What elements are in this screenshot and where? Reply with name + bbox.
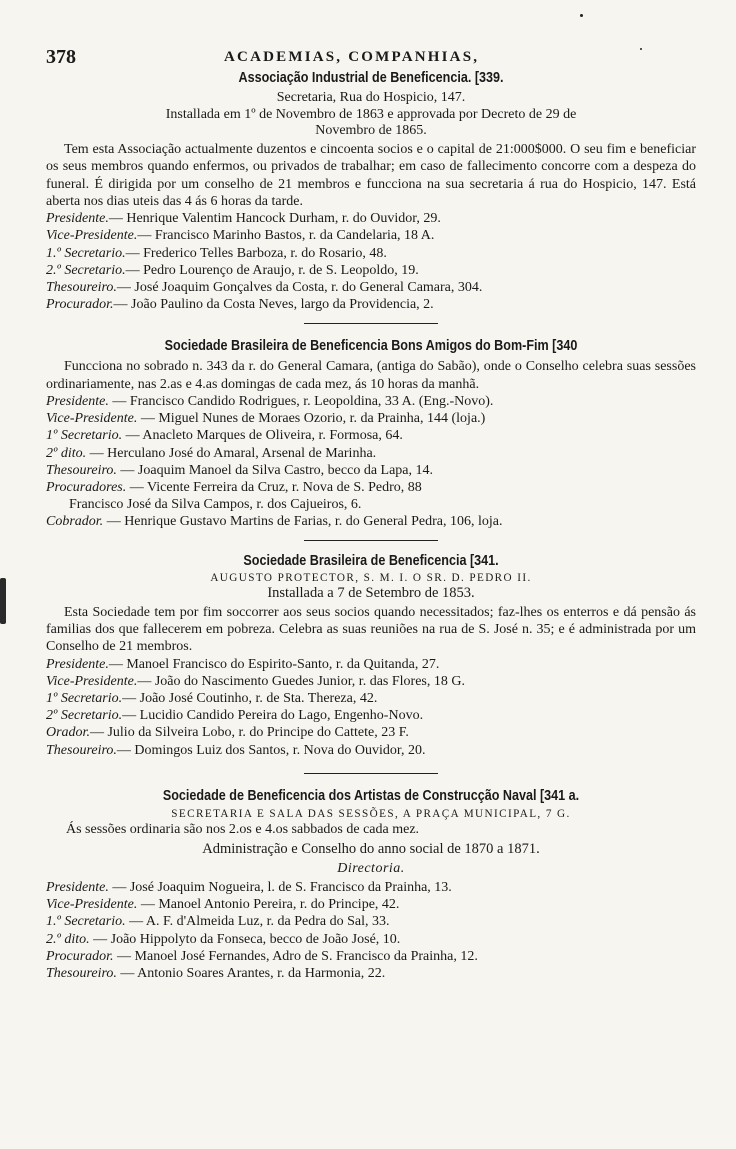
officer-text: — A. F. d'Almeida Luz, r. da Pedra do Sal, 33. — [125, 914, 390, 930]
officer-list — [46, 879, 696, 982]
officer-line — [46, 965, 696, 982]
officer-role: Vice-Presidente. — [46, 897, 138, 913]
officer-text: Francisco José da Silva Campos, r. dos Cajueiros, 6. — [69, 497, 362, 513]
officer-text: — João Hippolyto da Fonseca, becco de João José, 10. — [89, 931, 401, 947]
officer-role: Procuradores. — [46, 480, 127, 496]
book-page — [46, 40, 696, 982]
section-associacao-industrial — [46, 70, 696, 313]
officer-line — [46, 896, 696, 913]
officer-line — [46, 445, 696, 462]
section-subtitle: SECRETARIA E SALA DAS SESSÕES, A PRAÇA MUNICIPAL, 7 G. — [171, 807, 571, 820]
officer-line — [46, 496, 696, 513]
officer-text: — Julio da Silveira Lobo, r. do Principe do Cattete, 23 F. — [89, 725, 409, 741]
officer-text: — Manoel José Fernandes, Adro de S. Francisco da Prainha, 12. — [113, 948, 478, 964]
officer-list — [46, 656, 696, 759]
officer-role: Thesoureiro. — [46, 280, 117, 295]
section-artistas-construccao-naval — [46, 788, 696, 982]
officer-role: Orador. — [46, 725, 90, 741]
officer-role: Thesoureiro. — [46, 742, 117, 758]
officer-text: — Francisco Marinho Bastos, r. da Candelaria, 18 A. — [137, 228, 435, 244]
officer-line — [46, 296, 696, 313]
officer-text: — Frederico Telles Barboza, r. do Rosario, 48. — [125, 245, 387, 261]
officer-role: Presidente. — [46, 656, 109, 672]
officer-line — [46, 690, 696, 707]
officer-text: — José Joaquim Nogueira, l. de S. Francisco da Prainha, 13. — [108, 879, 452, 895]
officer-line — [46, 227, 696, 244]
section-sociedade-brasileira — [46, 553, 696, 759]
section-title: Associação Industrial de Beneficencia. [339. — [238, 70, 504, 86]
section-divider — [304, 323, 438, 324]
section-subtitle: AUGUSTO PROTECTOR, S. M. I. O SR. D. PEDRO II. — [210, 571, 532, 584]
officer-line — [46, 479, 696, 496]
section-bons-amigos — [46, 338, 696, 530]
installation-line: Installada em 1º de Novembro de 1863 e approvada por Decreto de 29 de — [165, 107, 577, 122]
officer-text: — Anacleto Marques de Oliveira, r. Formosa, 64. — [122, 428, 403, 444]
section-divider — [304, 540, 438, 541]
officer-line — [46, 262, 696, 279]
officer-role: Vice-Presidente. — [46, 411, 138, 427]
officer-text: — Domingos Luiz dos Santos, r. Nova do Ouvidor, 20. — [116, 742, 426, 758]
binding-mark — [0, 578, 6, 624]
officer-role: 1º Secretario. — [46, 690, 123, 706]
officer-role: 1.º Secretario. — [46, 245, 126, 261]
officer-line — [46, 656, 696, 673]
section-paragraph: Esta Sociedade tem por fim soccorrer aos seus socios quando necessitados; faz-lhes os enterros e dá pensão ás familias dos que fallecerem em pobreza. Celebra as suas reuniões na rua de S. José n. 35; e é administrada por um Conselho de 21 membros. — [46, 604, 696, 655]
address-line: Secretaria, Rua do Hospicio, 147. — [276, 90, 466, 105]
officer-role: Thesoureiro. — [46, 965, 117, 981]
running-title: ACADEMIAS, COMPANHIAS, — [224, 49, 480, 65]
officer-text: — João Paulino da Costa Neves, largo da Providencia, 2. — [113, 297, 434, 313]
administration-line: Administração e Conselho do anno social de 1870 a 1871. — [202, 840, 540, 857]
section-divider — [304, 773, 438, 774]
officer-line — [46, 210, 696, 227]
officer-role: Thesoureiro. — [46, 462, 117, 478]
officer-line — [46, 245, 696, 262]
officer-list — [46, 210, 696, 313]
officer-text: — Henrique Valentim Hancock Durham, r. do Ouvidor, 29. — [108, 211, 441, 227]
officer-text: — Manoel Francisco do Espirito-Santo, r. da Quitanda, 27. — [108, 656, 440, 672]
officer-line — [46, 462, 696, 479]
officer-line — [46, 948, 696, 965]
officer-text: — Miguel Nunes de Moraes Ozorio, r. da Prainha, 144 (loja.) — [137, 411, 486, 427]
officer-text: — João do Nascimento Guedes Junior, r. das Flores, 18 G. — [137, 673, 465, 689]
officer-text: — Joaquim Manoel da Silva Castro, becco da Lapa, 14. — [116, 462, 434, 478]
officer-role: 2.º Secretario. — [46, 262, 126, 278]
officer-line — [46, 393, 696, 410]
officer-text: — Francisco Candido Rodrigues, r. Leopoldina, 33 A. (Eng.-Novo). — [108, 394, 494, 409]
officer-role: Presidente. — [46, 394, 109, 409]
officer-line — [46, 427, 696, 444]
officer-line — [46, 742, 696, 759]
directoria-heading: Directoria. — [337, 860, 405, 876]
officer-role: Procurador. — [46, 297, 114, 313]
officer-role: Vice-Presidente. — [46, 228, 138, 244]
officer-text: — Herculano José do Amaral, Arsenal de Marinha. — [86, 445, 377, 461]
officer-line — [46, 513, 696, 530]
officer-line — [46, 931, 696, 948]
officer-line — [46, 879, 696, 896]
officer-line — [46, 673, 696, 690]
section-title: Sociedade Brasileira de Beneficencia [341. — [243, 552, 499, 569]
officer-line — [46, 707, 696, 724]
section-paragraph: Funcciona no sobrado n. 343 da r. do General Camara, (antiga do Sabão), onde o Conselho celebra suas sessões ordinariamente, nas 2.as e 4.as domingas de cada mez, ás 10 horas da manhã. — [46, 359, 696, 392]
officer-text: — Lucidio Candido Pereira do Lago, Engenho-Novo. — [122, 708, 424, 724]
officer-role: 1º Secretario. — [46, 428, 123, 444]
print-speck — [580, 14, 583, 17]
officer-role: Presidente. — [46, 211, 109, 227]
officer-text: — Manoel Antonio Pereira, r. do Principe, 42. — [137, 897, 400, 913]
page-number: 378 — [46, 46, 76, 68]
officer-role: Cobrador. — [46, 514, 104, 530]
officer-line — [46, 279, 696, 296]
officer-text: — João José Coutinho, r. de Sta. Thereza, 42. — [122, 690, 378, 706]
officer-role: Vice-Presidente. — [46, 673, 138, 689]
officer-role: 2º Secretario. — [46, 708, 123, 724]
officer-text: — Antonio Soares Arantes, r. da Harmonia, 22. — [116, 965, 386, 981]
officer-role: 2.º dito. — [46, 931, 90, 947]
officer-line — [46, 724, 696, 741]
officer-role: Procurador. — [46, 948, 114, 964]
officer-text: — José Joaquim Gonçalves da Costa, r. do General Camara, 304. — [116, 280, 483, 295]
officer-text: — Pedro Lourenço de Araujo, r. de S. Leopoldo, 19. — [125, 262, 419, 278]
sessions-line: Ás sessões ordinaria são nos 2.os e 4.os sabbados de cada mez. — [66, 821, 420, 837]
officer-role: 2º dito. — [46, 445, 87, 461]
officer-line — [46, 410, 696, 427]
section-title: Sociedade Brasileira de Beneficencia Bons Amigos do Bom-Fim [340 — [164, 338, 578, 355]
running-head — [46, 40, 696, 66]
officer-text: — Vicente Ferreira da Cruz, r. Nova de S. Pedro, 88 — [126, 480, 422, 496]
section-title: Sociedade de Beneficencia dos Artistas de Construcção Naval [341 a. — [162, 787, 580, 804]
officer-line — [46, 913, 696, 930]
officer-list — [46, 393, 696, 531]
officer-role: Presidente. — [46, 879, 109, 895]
installation-line-cont: Novembro de 1865. — [315, 123, 427, 138]
installation-line: Installada a 7 de Setembro de 1853. — [267, 584, 475, 601]
officer-role: 1.º Secretario. — [46, 914, 126, 930]
section-paragraph: Tem esta Associação actualmente duzentos e cincoenta socios e o capital de 21:000$000. O seu fim e beneficiar os seus membros quando enfermos, ou privados de trabalhar; em caso de fallecimento concorre com a despeza do funeral. É dirigida por um conselho de 21 membros e funcciona na sua secretaria á rua do Hospicio, 147. Está aberta nos dias uteis das 4 ás 6 horas da tarde. — [46, 142, 696, 209]
officer-text: — Henrique Gustavo Martins de Farias, r. do General Pedra, 106, loja. — [103, 514, 503, 530]
